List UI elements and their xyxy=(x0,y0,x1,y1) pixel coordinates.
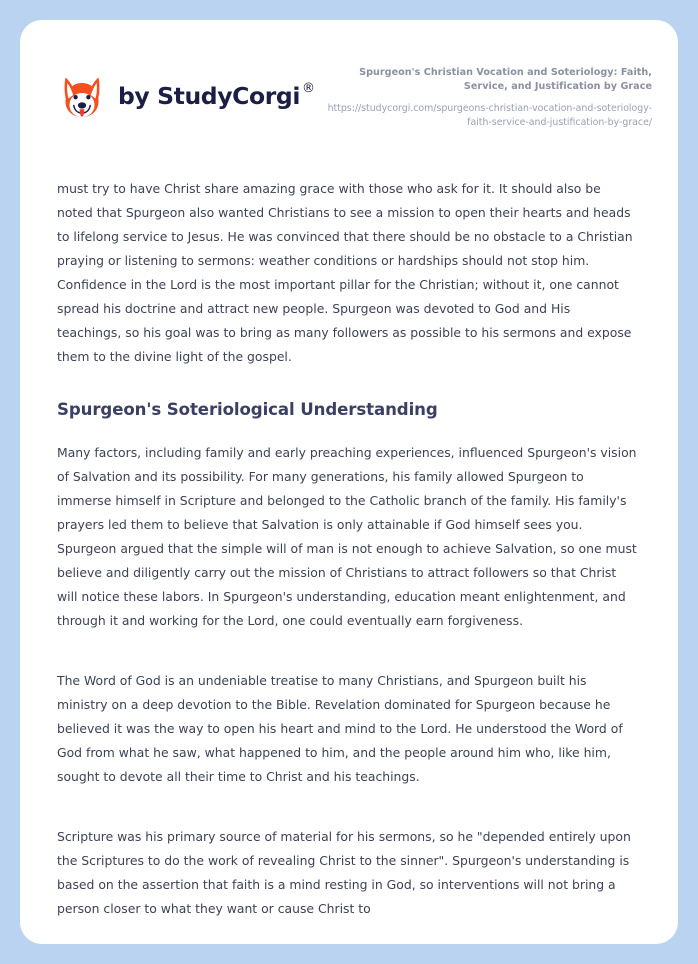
document-meta xyxy=(322,64,652,130)
paragraph-spacer xyxy=(57,811,638,825)
document-body xyxy=(20,177,678,921)
page-title: Spurgeon's Christian Vocation and Soteriology: Faith, Service, and Justification by Grace xyxy=(359,67,652,92)
paragraph-continued: must try to have Christ share amazing grace with those who ask for it. It should also be noted that Spurgeon also wanted Christians to see a mission to open their hearts and heads to lifelong service to Jesus. He was convinced that there should be no obstacle to a Christian praying or listening to sermons: weather conditions or hardships should not stop him. Confidence in the Lord is the most important pillar for the Christian; without it, one cannot spread his doctrine and attract new people. Spurgeon was devoted to God and His teachings, so his goal was to bring as many followers as possible to his sermons and expose them to the divine light of the gospel. xyxy=(57,181,633,365)
registered-trademark-icon: ® xyxy=(302,81,316,97)
paragraph-spacer xyxy=(57,655,638,669)
paragraph-scripture-source: Scripture was his primary source of material for his sermons, so he "depended entirely upon the Scriptures to do the work of revealing Christ to the sinner". Spurgeon's understanding is based on the assertion that faith is a mind resting in God, so interventions will not bring a person closer to what they want or cause Christ to xyxy=(57,828,631,916)
studycorgi-branding xyxy=(57,64,315,122)
wordmark-label: by StudyCorgi xyxy=(118,82,301,111)
document-header xyxy=(20,20,678,130)
document-page xyxy=(20,20,678,944)
paragraph-salvation-influences: Many factors, including family and early preaching experiences, influenced Spurgeon's vision of Salvation and its possibility. For many generations, his family allowed Spurgeon to immerse himself in Scripture and belonged to the Catholic branch of the family. His family's prayers led them to believe that Salvation is only attainable if God himself sees you. Spurgeon argued that the simple will of man is not enough to achieve Salvation, so one must believe and diligently carry out the mission of Christians to attract followers so that Christ will notice these labors. In Spurgeon's understanding, education meant enlightenment, and through it and working for the Lord, one could eventually earn forgiveness. xyxy=(57,444,637,628)
source-url: https://studycorgi.com/spurgeons-christian-vocation-and-soteriology-faith-service-and-justification-by-grace/ xyxy=(327,102,652,128)
section-heading-soteriological-understanding: Spurgeon's Soteriological Understanding xyxy=(57,400,438,420)
corgi-face-icon xyxy=(57,72,107,122)
paragraph-word-of-god: The Word of God is an undeniable treatise to many Christians, and Spurgeon built his ministry on a deep devotion to the Bible. Revelation dominated for Spurgeon because he believed it was the way to open his heart and mind to the Lord. He understood the Word of God from what he saw, what happened to him, and the people around him who, like him, sought to devote all their time to Christ and his teachings. xyxy=(57,672,623,784)
studycorgi-wordmark xyxy=(118,81,316,111)
